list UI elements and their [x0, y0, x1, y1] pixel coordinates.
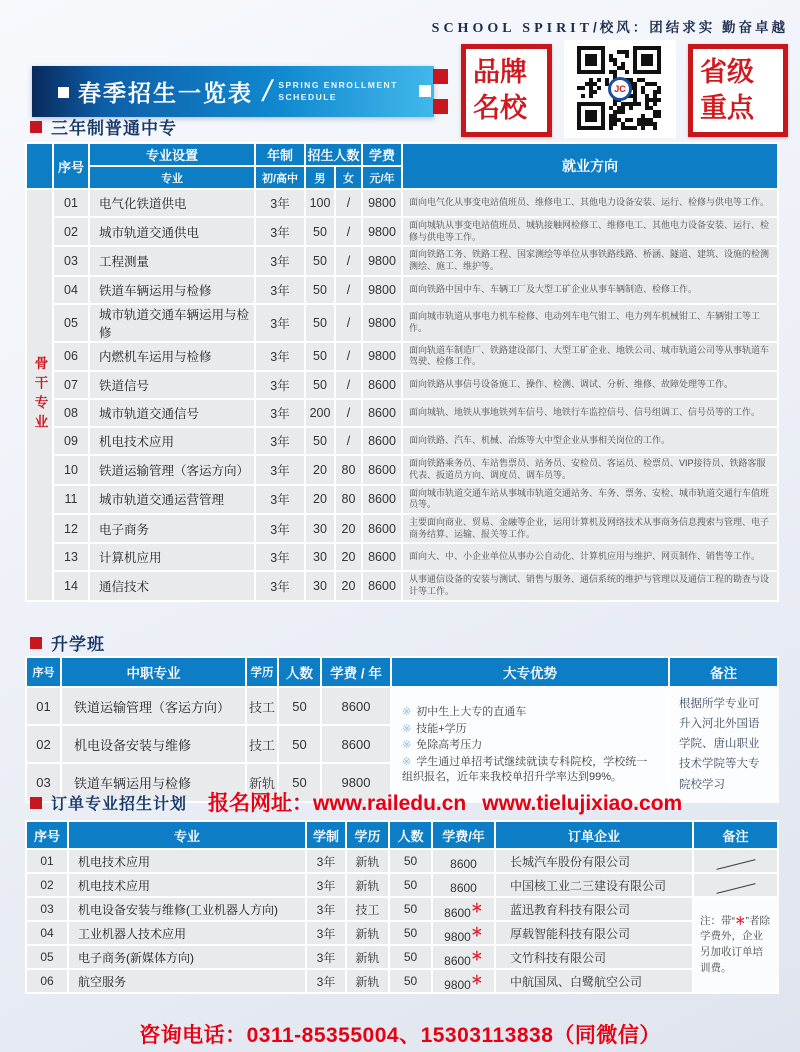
- col-header-enroll: 招生人数: [305, 143, 362, 166]
- table-row: 09 机电技术应用 3年 50 / 8600 面向铁路、汽车、机械、冶炼等大中型企业从事相关岗位的工作。: [26, 427, 778, 455]
- col-header-remark: 备注: [693, 821, 778, 849]
- table-row: 03 铁道车辆运用与检修 新轨 50 9800: [26, 763, 778, 801]
- order-program-table: [25, 820, 779, 994]
- brand-school-stamp: [461, 44, 552, 137]
- col-header-fee-sub: 元/年: [362, 166, 402, 189]
- motto-chinese: /校风：团结求实 勤奋卓越: [592, 20, 788, 35]
- remark-cell: 根据所学专业可升入河北外国语学院、唐山职业技术学院等大专院校学习: [669, 687, 778, 802]
- square-bullet-icon: [58, 87, 69, 98]
- red-square-bullet-icon: [30, 121, 42, 133]
- three-year-program-table: [25, 142, 779, 602]
- signup-url-2[interactable]: www.tielujixiao.com: [482, 792, 683, 815]
- table-row: 03 机电设备安装与维修(工业机器人方向) 3年 技工 50 8600＊ 蓝迅教育科技有限公司 注：带“＊”者除学费外，企业另加收订单培训费。: [26, 897, 778, 921]
- section-title-shengxueban: 升学班: [30, 630, 105, 655]
- col-header-no: 序号: [53, 143, 89, 189]
- deco-square-red: [433, 69, 448, 84]
- table-row: 03 工程测量 3年 50 / 9800 面向铁路工务、铁路工程、国家测绘等单位从事铁路线路、桥涵、隧道、建筑、设施的检测测绘、施工、维护等。: [26, 246, 778, 275]
- motto-english: SCHOOL SPIRIT: [431, 21, 593, 36]
- stamp-text: 名校: [473, 93, 527, 124]
- col-header-degree: 学历: [246, 657, 278, 687]
- qr-code[interactable]: [564, 40, 676, 138]
- col-header-remark: 备注: [669, 657, 778, 687]
- col-header-years-sub: 初/高中: [255, 166, 305, 189]
- col-header-major: 专业: [89, 166, 255, 189]
- stamp-text: 品牌: [473, 56, 527, 87]
- reference-mark-icon: ※: [402, 705, 412, 718]
- red-square-bullet-icon: [30, 797, 42, 809]
- col-header-no: 序号: [26, 657, 61, 687]
- table-row: 07 铁道信号 3年 50 / 8600 面向铁路从事信号设备施工、操作、检测、调试、分析、维修、故障处理等工作。: [26, 371, 778, 399]
- contact-phone-line[interactable]: 咨询电话：0311-85355004、15303113838（同微信）: [139, 1024, 661, 1047]
- table-row: 02 机电技术应用 3年 新轨 50 8600 中国核工业二三建设有限公司: [26, 873, 778, 897]
- col-header-count: 人数: [278, 657, 321, 687]
- backbone-majors-label: 骨干专业: [26, 189, 53, 601]
- col-header-major-group: 专业设置: [89, 143, 255, 166]
- col-header-advantage: 大专优势: [391, 657, 669, 687]
- order-note-cell: 注：带“＊”者除学费外，企业另加收订单培训费。: [693, 897, 778, 993]
- remark-slash-cell: [693, 873, 778, 897]
- poster-subtitle: SPRING ENROLLMENT SCHEDULE: [278, 80, 398, 102]
- table-row: 08 城市轨道交通信号 3年 200 / 8600 面向城轨、地铁从事地铁列车信号、地铁行车监控信号、信号组调工、信号员等的工作。: [26, 399, 778, 427]
- table-row: 02 城市轨道交通供电 3年 50 / 9800 面向城轨从事变电站值班员、城轨接触网检修工、维修电工、其他电力设备安装、运行、检修与供电等工作。: [26, 217, 778, 246]
- continuing-education-table: [25, 656, 779, 803]
- table-row: 12 电子商务 3年 30 20 8600 主要面向商业、贸易、金融等企业，运用计算机及网络技术从事商务信息搜索与管理、电子商务结算、运输、报关等工作。: [26, 514, 778, 543]
- col-header-female: 女: [335, 166, 362, 189]
- col-header-years: 学制: [306, 821, 346, 849]
- table-row: 11 城市轨道交通运营管理 3年 20 80 8600 面向城市轨道交通车站从事城市轨道交通站务、车务、票务、安检、城市轨道交通行车值班员等。: [26, 485, 778, 514]
- corner-cell: [26, 143, 53, 189]
- table-row: 13 计算机应用 3年 30 20 8600 面向大、中、小企业单位从事办公自动化、计算机应用与维护、网页制作、销售等工作。: [26, 543, 778, 571]
- col-header-company: 订单企业: [495, 821, 693, 849]
- col-header-degree: 学历: [346, 821, 389, 849]
- remark-slash-cell: [693, 849, 778, 873]
- col-header-fee: 学费: [362, 143, 402, 166]
- signup-url-line: [208, 787, 682, 817]
- stamp-text: 重点: [700, 93, 754, 124]
- stamp-text: 省级: [700, 56, 754, 87]
- reference-mark-icon: ※: [402, 739, 412, 752]
- table-row: 14 通信技术 3年 30 20 8600 从事通信设备的安装与测试、销售与服务、通信系统的维护与管理以及通信工程的勘查与设计等工作。: [26, 571, 778, 600]
- col-header-male: 男: [305, 166, 335, 189]
- deco-square-white: [419, 85, 431, 97]
- col-header-major: 专业: [68, 821, 306, 849]
- poster-title: 春季招生一览表: [78, 80, 253, 106]
- slash-mark: [716, 859, 755, 870]
- reference-mark-icon: ※: [402, 722, 412, 735]
- advantages-cell: ※ 初中生上大专的直通车 ※ 技能+学历 ※ 免除高考压力 ※ 学生通过单招考试继续就读专科院校，学校统一组织报名，近年来我校单招升学率达到99%。: [391, 687, 669, 802]
- col-header-years: 年制: [255, 143, 305, 166]
- col-header-fee: 学费/年: [432, 821, 495, 849]
- table-row: 06 航空服务 3年 新轨 50 9800＊ 中航国凤、白鹭航空公司: [26, 969, 778, 993]
- section-title-zhongzhuan: 三年制普通中专: [30, 114, 177, 139]
- title-banner: [32, 66, 434, 117]
- slash-divider: /: [259, 74, 275, 108]
- table-row: 01 铁道运输管理（客运方向） 技工 50 8600 ※ 初中生上大专的直通车 ※ 技能+学历 ※ 免除高考压力 ※ 学生通过单招考试继续就读专科院校，学校统一组织报名，近年来我校单招升学率达到99%。 根据所学专业可升入河北外国语学院、唐山职业技术学院等大专院校学习: [26, 687, 778, 725]
- table-row: 06 内燃机车运用与检修 3年 50 / 9800 面向轨道车制造厂、铁路建设部门、大型工矿企业、地铁公司、城市轨道公司等从事轨道车驾驶、检修工作。: [26, 342, 778, 371]
- deco-square-red: [433, 99, 448, 114]
- reference-mark-icon: ※: [402, 756, 412, 769]
- col-header-count: 人数: [389, 821, 432, 849]
- red-square-bullet-icon: [30, 637, 42, 649]
- school-motto: [432, 16, 788, 37]
- table-row: 骨干专业 01 电气化铁道供电 3年 100 / 9800 面向电气化从事变电站值班员、维修电工、其他电力设备安装、运行、检修与供电等工作。: [26, 189, 778, 217]
- section-title-dingdan: 订单专业招生计划: [30, 791, 187, 814]
- table-row: 10 铁道运输管理（客运方向） 3年 20 80 8600 面向铁路乘务员、车站售票员、站务员、安检员、客运员、检票员、VIP接待员、铁路客服代表、扳道员方向、调度员、调车员等。: [26, 455, 778, 484]
- table-row: 05 城市轨道交通车辆运用与检修 3年 50 / 9800 面向城市轨道从事电力机车检修、电动列车电气钳工、电力列车机械钳工、车辆钳工等工作。: [26, 304, 778, 342]
- col-header-fee: 学费 / 年: [321, 657, 391, 687]
- slash-mark: [716, 883, 755, 894]
- table-row: 04 工业机器人技术应用 3年 新轨 50 9800＊ 厚载智能科技有限公司: [26, 921, 778, 945]
- table-row: 02 机电设备安装与维修 技工 50 8600: [26, 725, 778, 763]
- table-row: 04 铁道车辆运用与检修 3年 50 / 9800 面向铁路中国中车、车辆工厂及大型工矿企业从事车辆制造、检修工作。: [26, 276, 778, 304]
- signup-label: 报名网址：: [208, 792, 313, 815]
- table-row: 05 电子商务(新媒体方向) 3年 新轨 50 8600＊ 文竹科技有限公司: [26, 945, 778, 969]
- col-header-jobs: 就业方向: [402, 143, 778, 189]
- school-logo-icon: JC: [608, 77, 632, 101]
- provincial-key-stamp: [688, 44, 788, 137]
- col-header-major: 中职专业: [61, 657, 246, 687]
- table-row: 01 机电技术应用 3年 新轨 50 8600 长城汽车股份有限公司: [26, 849, 778, 873]
- col-header-no: 序号: [26, 821, 68, 849]
- signup-url-1[interactable]: www.railedu.cn: [313, 792, 467, 815]
